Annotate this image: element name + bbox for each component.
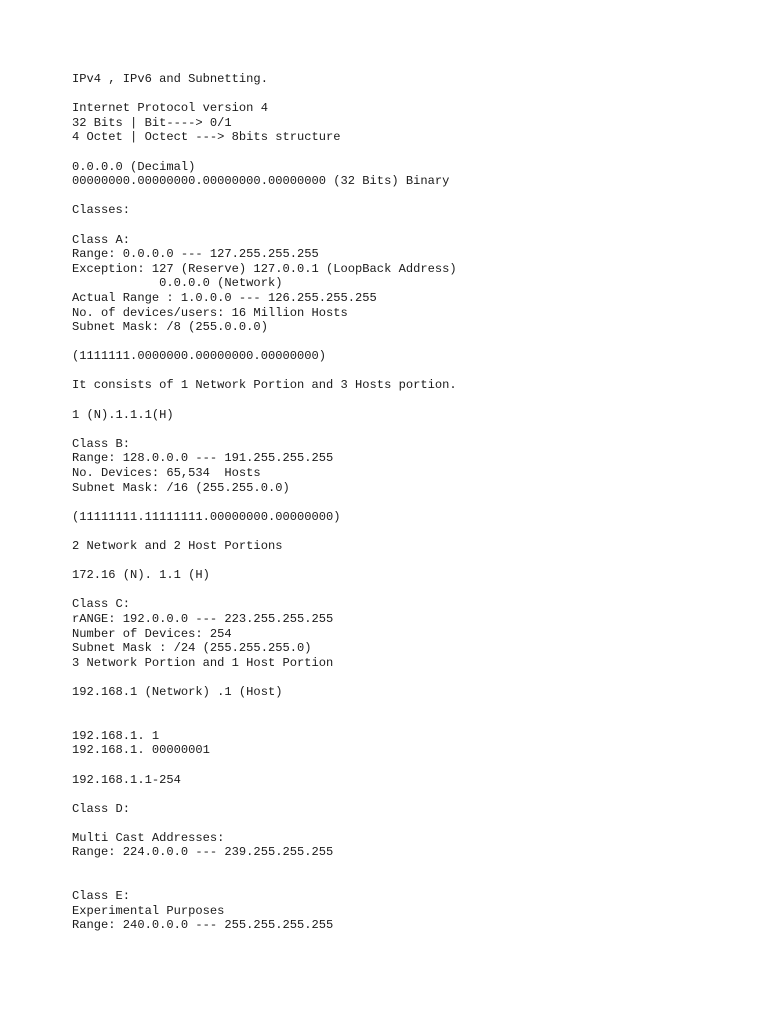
text-line (72, 700, 752, 715)
text-line (72, 554, 752, 569)
text-line (72, 860, 752, 875)
text-line: 0.0.0.0 (Decimal) (72, 159, 196, 174)
text-line (72, 364, 752, 379)
text-line: (1111111.0000000.00000000.00000000) (72, 349, 327, 364)
text-line: Class E: (72, 889, 131, 904)
text-line (72, 875, 752, 890)
text-line: Classes: (72, 203, 131, 218)
text-line: Experimental Purposes (72, 903, 225, 918)
text-line: Actual Range : 1.0.0.0 --- 126.255.255.255 (72, 290, 377, 305)
text-line (72, 145, 752, 160)
text-line: 192.168.1. 00000001 (72, 743, 210, 758)
text-line: Class B: (72, 436, 131, 451)
text-line: Range: 224.0.0.0 --- 239.255.255.255 (72, 845, 334, 860)
text-line: Range: 0.0.0.0 --- 127.255.255.255 (72, 247, 319, 262)
text-line: Number of Devices: 254 (72, 626, 232, 641)
text-line: rANGE: 192.0.0.0 --- 223.255.255.255 (72, 611, 334, 626)
text-line: (11111111.11111111.00000000.00000000) (72, 509, 341, 524)
text-line (72, 393, 752, 408)
text-line: Range: 128.0.0.0 --- 191.255.255.255 (72, 451, 334, 466)
text-line: Range: 240.0.0.0 --- 255.255.255.255 (72, 918, 334, 933)
text-line (72, 714, 752, 729)
text-line: Multi Cast Addresses: (72, 830, 225, 845)
text-line: Class C: (72, 597, 131, 612)
text-line: Internet Protocol version 4 (72, 101, 268, 116)
text-line: 32 Bits | Bit----> 0/1 (72, 115, 232, 130)
text-line (72, 189, 752, 204)
text-line: Class D: (72, 801, 131, 816)
text-line: 4 Octet | Octect ---> 8bits structure (72, 130, 341, 145)
text-line (72, 670, 752, 685)
text-line (72, 422, 752, 437)
text-line: Exception: 127 (Reserve) 127.0.0.1 (LoopBack Address) (72, 261, 457, 276)
text-line: Subnet Mask : /24 (255.255.255.0) (72, 641, 312, 656)
text-line: No. of devices/users: 16 Million Hosts (72, 305, 348, 320)
text-line: 0.0.0.0 (Network) (72, 276, 283, 291)
text-line: 192.168.1.1-254 (72, 772, 181, 787)
text-line: Subnet Mask: /16 (255.255.0.0) (72, 480, 290, 495)
text-line: 192.168.1. 1 (72, 728, 160, 743)
text-line (72, 495, 752, 510)
text-line (72, 335, 752, 350)
text-line: Subnet Mask: /8 (255.0.0.0) (72, 320, 268, 335)
text-line: 172.16 (N). 1.1 (H) (72, 568, 210, 583)
text-line (72, 816, 752, 831)
text-line (72, 524, 752, 539)
text-line: 1 (N).1.1.1(H) (72, 407, 174, 422)
text-line: 192.168.1 (Network) .1 (Host) (72, 684, 283, 699)
text-line (72, 583, 752, 598)
text-line: 00000000.00000000.00000000.00000000 (32 Bits) Binary (72, 174, 450, 189)
document-page (72, 72, 752, 933)
text-line: IPv4 , IPv6 and Subnetting. (72, 72, 268, 86)
text-line: It consists of 1 Network Portion and 3 Hosts portion. (72, 378, 457, 393)
text-line (72, 218, 752, 233)
text-line (72, 758, 752, 773)
text-line: 3 Network Portion and 1 Host Portion (72, 655, 334, 670)
text-line (72, 787, 752, 802)
text-line (72, 87, 752, 102)
text-line: 2 Network and 2 Host Portions (72, 539, 283, 553)
text-line: No. Devices: 65,534 Hosts (72, 466, 261, 481)
text-line: Class A: (72, 232, 131, 247)
